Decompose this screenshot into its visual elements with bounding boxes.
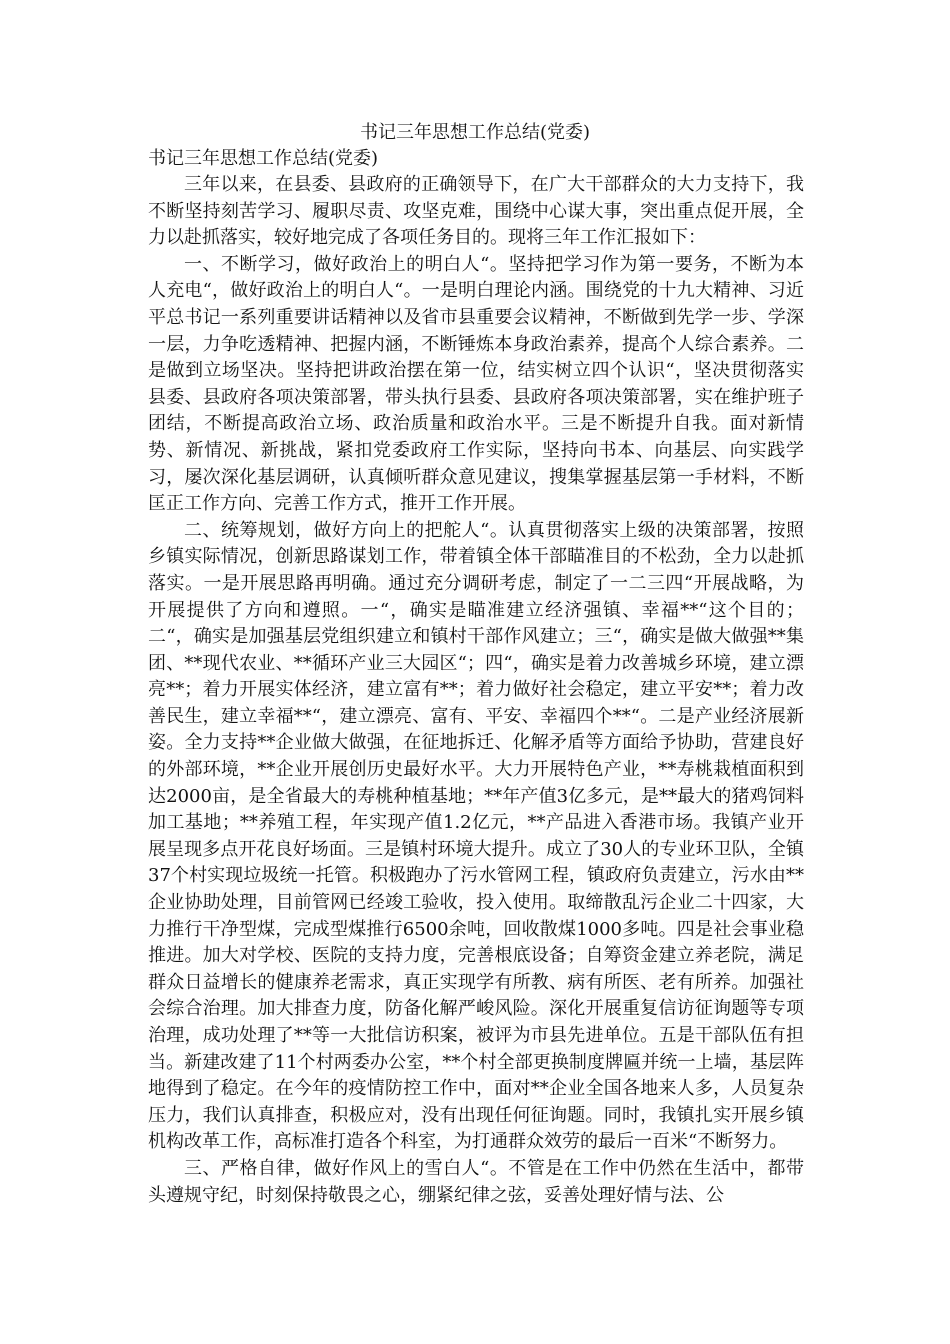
paragraph-intro: 三年以来，在县委、县政府的正确领导下，在广大干部群众的大力支持下，我不断坚持刻苦学习、履职尽责、攻坚克难，围绕中心谋大事，突出重点促开展，全力以赴抓落实，较好地完成了各项任务目的。现将三年工作汇报如下： — [148, 174, 804, 249]
document-title: 书记三年思想工作总结(党委) — [359, 122, 591, 143]
document-body — [148, 146, 804, 1209]
paragraph-section-3: 三、严格自律，做好作风上的雪白人“。不管是在工作中仍然在生活中，都带头遵规守纪，时刻保持敬畏之心，绷紧纪律之弦，妥善处理好情与法、公 — [148, 1157, 804, 1206]
document-subtitle: 书记三年思想工作总结(党委) — [148, 148, 379, 169]
paragraph-section-1: 一、不断学习，做好政治上的明白人“。坚持把学习作为第一要务，不断为本人充电“，做好政治上的明白人“。一是明白理论内涵。围绕党的十九大精神、习近平总书记一系列重要讲话精神以及省市县重要会议精神，不断做到先学一步、学深一层，力争吃透精神、把握内涵，不断锤炼本身政治素养，提高个人综合素养。二是做到立场坚决。坚持把讲政治摆在第一位，结实树立四个认识“，坚决贯彻落实县委、县政府各项决策部署，带头执行县委、县政府各项决策部署，实在维护班子团结，不断提高政治立场、政治质量和政治水平。三是不断提升自我。面对新情势、新情况、新挑战，紧扣党委政府工作实际，坚持向书本、向基层、向实践学习，屡次深化基层调研，认真倾听群众意见建议，搜集掌握基层第一手材料，不断匡正工作方向、完善工作方式，推开工作开展。 — [148, 253, 804, 515]
paragraph-section-2: 二、统筹规划，做好方向上的把舵人“。认真贯彻落实上级的决策部署，按照乡镇实际情况，创新思路谋划工作，带着镇全体干部瞄准目的不松劲，全力以赴抓落实。一是开展思路再明确。通过充分调研考虑，制定了一二三四“开展战略，为开展提供了方向和遵照。一“，确实是瞄准建立经济强镇、幸福**“这个目的；二“，确实是加强基层党组织建立和镇村干部作风建立；三“，确实是做大做强**集团、**现代农业、**循环产业三大园区“；四“，确实是着力改善城乡环境，建立漂亮**；着力开展实体经济，建立富有**；着力做好社会稳定，建立平安**；着力改善民生，建立幸福**“，建立漂亮、富有、平安、幸福四个**“。二是产业经济展新姿。全力支持**企业做大做强，在征地拆迁、化解矛盾等方面给予协助，营建良好的外部环境，**企业开展创历史最好水平。大力开展特色产业，**寿桃栽植面积到达2000亩，是全省最大的寿桃种植基地；**年产值3亿多元，是**最大的猪鸡饲料加工基地；**养殖工程，年实现产值1.2亿元，**产品进入香港市场。我镇产业开展呈现多点开花良好场面。三是镇村环境大提升。成立了30人的专业环卫队，全镇37个村实现垃圾统一托管。积极跑办了污水管网工程，镇政府负责建立，污水由**企业协助处理，目前管网已经竣工验收，投入使用。取缔散乱污企业二十四家，大力推行干净型煤，完成型煤推行6500余吨，回收散煤1000多吨。四是社会事业稳推进。加大对学校、医院的支持力度，完善根底设备；自筹资金建立养老院，满足群众日益增长的健康养老需求，真正实现学有所教、病有所医、老有所养。加强社会综合治理。加大排查力度，防备化解严峻风险。深化开展重复信访征询题等专项治理，成功处理了**等一大批信访积案，被评为市县先进单位。五是干部队伍有担当。新建改建了11个村两委办公室，**个村全部更换制度牌匾并统一上墙，基层阵地得到了稳定。在今年的疫情防控工作中，面对**企业全国各地来人多，人员复杂压力，我们认真排查，积极应对，没有出现任何征询题。同时，我镇扎实开展乡镇机构改革工作，高标准打造各个科室，为打通群众效劳的最后一百米“不断努力。 — [148, 519, 804, 1153]
